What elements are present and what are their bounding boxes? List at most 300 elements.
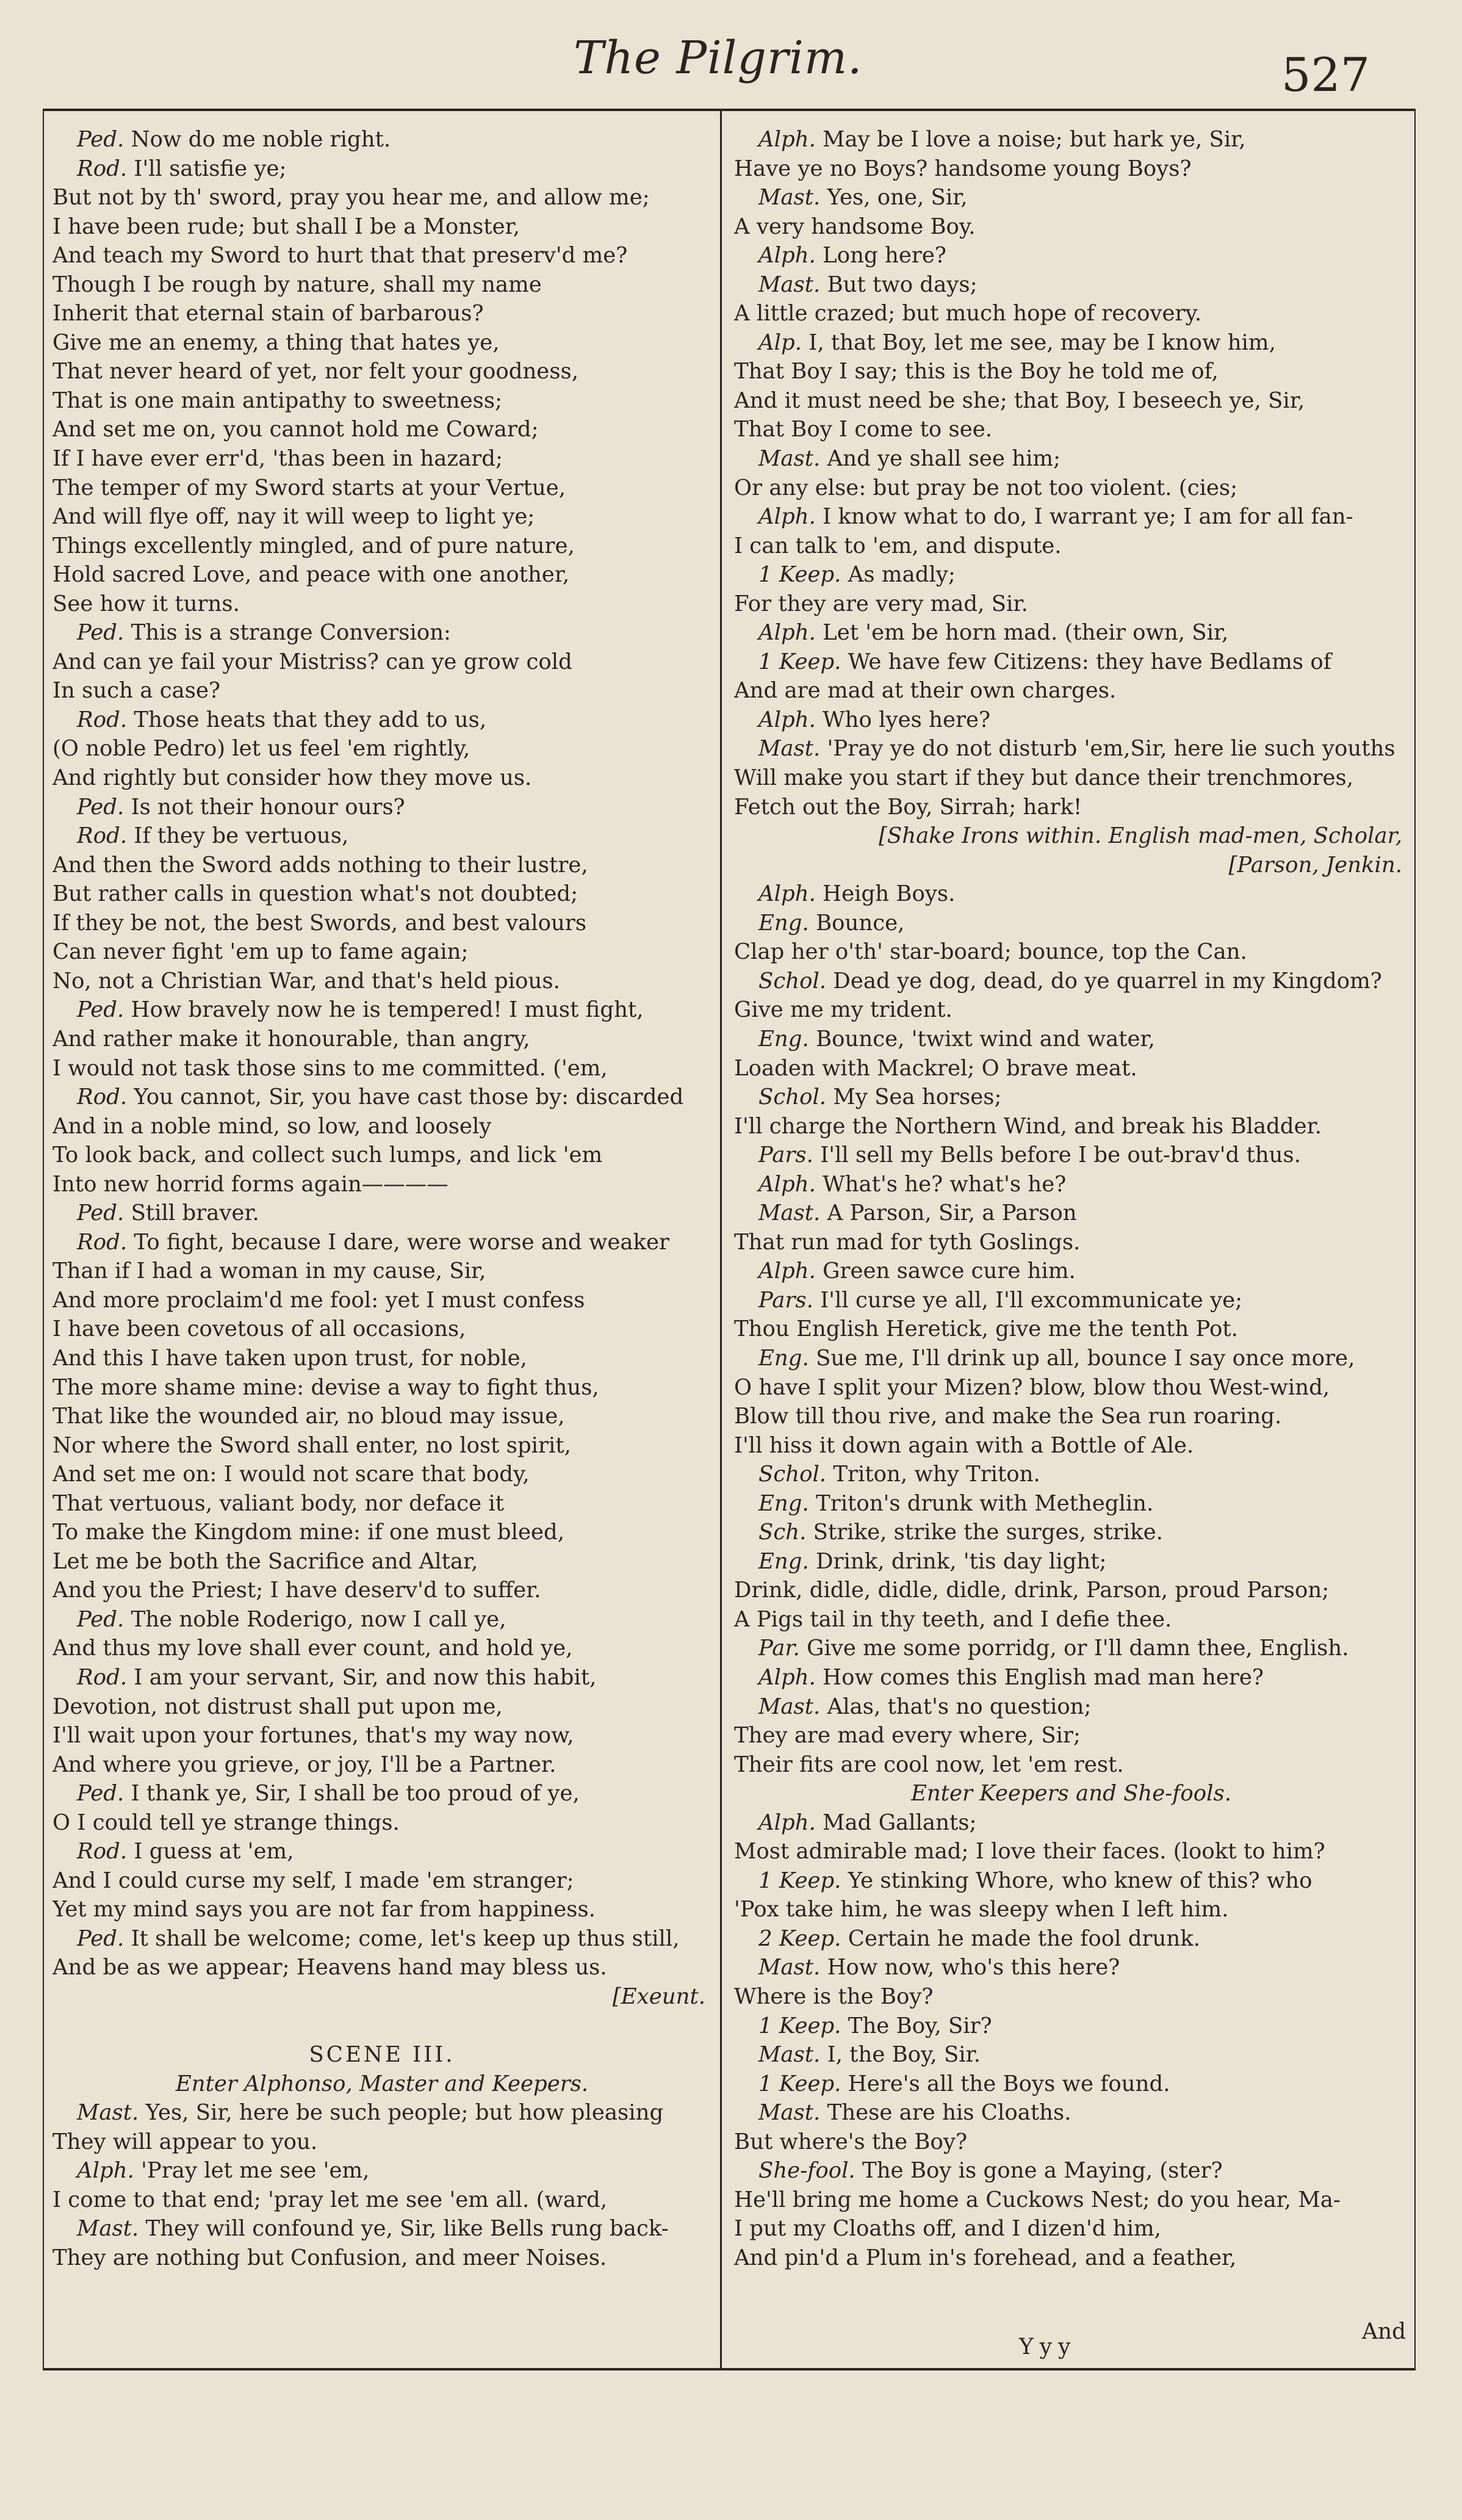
verse-line bbox=[52, 2244, 711, 2273]
line-text: Yes, one, Sir, bbox=[827, 185, 968, 211]
line-text: Enter Alphonso, Master and Keepers. bbox=[175, 2071, 589, 2096]
speaker-name: Mast. bbox=[758, 2100, 821, 2126]
line-text: Let me be both the Sacrifice and Altar, bbox=[52, 1548, 478, 1574]
verse-line bbox=[734, 2156, 1408, 2186]
line-text: I have been covetous of all occasions, bbox=[52, 1316, 466, 1342]
verse-line bbox=[734, 2012, 1408, 2041]
verse-line bbox=[734, 1489, 1408, 1518]
verse-line bbox=[52, 560, 711, 590]
verse-line bbox=[734, 241, 1408, 270]
verse-line bbox=[52, 154, 711, 184]
verse-line bbox=[734, 2098, 1408, 2128]
verse-line bbox=[734, 1054, 1408, 1083]
line-text: To look back, and collect such lumps, and lick 'em bbox=[52, 1143, 603, 1168]
speaker-name: 1 Keep. bbox=[758, 2013, 841, 2038]
verse-line bbox=[52, 648, 711, 677]
line-text: Those heats that they add to us, bbox=[134, 707, 487, 732]
verse-line bbox=[52, 851, 711, 880]
speaker-name: Alph. bbox=[758, 243, 816, 269]
line-text: How bravely now he is tempered! I must fight, bbox=[131, 997, 644, 1023]
speaker-name: Rod. bbox=[77, 1664, 128, 1690]
speaker-name: Rod. bbox=[77, 823, 128, 849]
speaker-name: Schol. bbox=[758, 1462, 827, 1487]
verse-line bbox=[734, 1199, 1408, 1228]
verse-line bbox=[734, 1692, 1408, 1722]
line-text: And then the Sword adds nothing to their lustre, bbox=[52, 852, 588, 878]
verse-line bbox=[52, 1837, 711, 1866]
verse-line bbox=[734, 1895, 1408, 1924]
verse-line bbox=[52, 1518, 711, 1547]
verse-line bbox=[734, 967, 1408, 996]
line-text: I come to that end; 'pray let me see 'em all. (ward, bbox=[52, 2187, 608, 2212]
line-text: That run mad for tyth Goslings. bbox=[734, 1229, 1081, 1255]
speaker-name: Mast. bbox=[758, 2042, 821, 2068]
speaker-name: Alp. bbox=[758, 330, 802, 355]
verse-line bbox=[734, 1518, 1408, 1547]
speaker-name: Mast. bbox=[758, 736, 821, 762]
line-text: It shall be welcome; come, let's keep up thus still, bbox=[131, 1926, 680, 1951]
line-text: SCENE III. bbox=[309, 2042, 455, 2068]
speaker-name: Mast. bbox=[758, 1955, 821, 1980]
verse-line bbox=[52, 415, 711, 444]
speaker-name: Rod. bbox=[77, 1085, 128, 1110]
speaker-name: Alph. bbox=[758, 1810, 816, 1835]
column-divider bbox=[720, 111, 722, 2368]
line-text: We have few Citizens: they have Bedlams of bbox=[848, 649, 1331, 674]
line-text: Inherit that eternal stain of barbarous? bbox=[52, 301, 484, 327]
verse-line bbox=[52, 1866, 711, 1896]
line-text: A Pigs tail in thy teeth, and I defie thee. bbox=[734, 1606, 1172, 1632]
speaker-name: Eng. bbox=[758, 1026, 809, 1052]
bottom-rule bbox=[43, 2368, 1416, 2370]
line-text: If they be not, the best Swords, and best valours bbox=[52, 910, 587, 936]
speaker-name: Alph. bbox=[77, 2158, 134, 2184]
line-text: Than if I had a woman in my cause, Sir, bbox=[52, 1258, 486, 1284]
line-text: Triton's drunk with Metheglin. bbox=[816, 1490, 1154, 1516]
line-text: That Boy I come to see. bbox=[734, 417, 993, 442]
verse-line bbox=[52, 1779, 711, 1808]
line-text: Thou English Heretick, give me the tenth Pot. bbox=[734, 1316, 1238, 1342]
verse-line bbox=[52, 995, 711, 1025]
line-text: And can ye fail your Mistriss? can ye grow cold bbox=[52, 649, 572, 674]
line-text: Have ye no Boys? handsome young Boys? bbox=[734, 156, 1192, 181]
verse-line bbox=[52, 2156, 711, 2186]
line-text: You cannot, Sir, you have cast those by: discarded bbox=[134, 1085, 684, 1110]
line-text: I thank ye, Sir, I shall be too proud of ye, bbox=[131, 1781, 580, 1807]
verse-line bbox=[734, 2244, 1408, 2273]
line-text: That like the wounded air, no bloud may issue, bbox=[52, 1404, 565, 1429]
verse-line bbox=[52, 1547, 711, 1576]
verse-line bbox=[734, 1344, 1408, 1373]
top-rule bbox=[43, 109, 1416, 111]
verse-line bbox=[52, 967, 711, 996]
speaker-name: Schol. bbox=[758, 1085, 827, 1110]
speaker-name: Sch. bbox=[758, 1520, 807, 1545]
line-text: These are his Cloaths. bbox=[827, 2100, 1071, 2126]
line-text: Let 'em be horn mad. (their own, Sir, bbox=[823, 620, 1229, 646]
line-text: I would not task those sins to me committed. ('em, bbox=[52, 1055, 608, 1081]
verse-line bbox=[52, 444, 711, 474]
verse-line bbox=[52, 1663, 711, 1692]
line-text: Nor where the Sword shall enter, no lost spirit, bbox=[52, 1432, 571, 1458]
speaker-name: Ped. bbox=[77, 127, 124, 152]
line-text: The Boy is gone a Maying, (ster? bbox=[862, 2158, 1223, 2184]
verse-line bbox=[52, 2098, 711, 2128]
speaker-name: Ped. bbox=[77, 1781, 124, 1807]
line-text: Mad Gallants; bbox=[823, 1810, 977, 1835]
line-text: Here's all the Boys we found. bbox=[848, 2071, 1170, 2096]
catchword: And bbox=[1362, 2319, 1406, 2344]
verse-line bbox=[734, 1982, 1408, 2012]
verse-line bbox=[734, 676, 1408, 706]
speaker-name: Rod. bbox=[77, 707, 128, 732]
line-text: And pin'd a Plum in's forehead, and a feather, bbox=[734, 2245, 1237, 2270]
line-text: Sue me, I'll drink up all, bounce I say once more, bbox=[816, 1345, 1355, 1371]
verse-line bbox=[734, 270, 1408, 300]
verse-line bbox=[734, 502, 1408, 532]
verse-line bbox=[734, 357, 1408, 386]
line-text: The temper of my Sword starts at your Vertue, bbox=[52, 475, 566, 500]
verse-line bbox=[52, 1750, 711, 1780]
line-text: Enter Keepers and She-fools. bbox=[910, 1781, 1232, 1807]
verse-line bbox=[52, 1170, 711, 1199]
line-text: I have been rude; but shall I be a Monster, bbox=[52, 214, 520, 239]
line-text: The more shame mine: devise a way to fight thus, bbox=[52, 1374, 599, 1400]
line-text: And are mad at their own charges. bbox=[734, 678, 1117, 704]
line-text: I know what to do, I warrant ye; I am for all fan- bbox=[823, 504, 1353, 530]
verse-line bbox=[734, 764, 1408, 793]
line-text: What's he? what's he? bbox=[823, 1171, 1067, 1197]
line-text: I'll wait upon your fortunes, that's my way now, bbox=[52, 1723, 574, 1749]
speaker-name: Ped. bbox=[77, 794, 124, 820]
line-text: Though I be rough by nature, shall my name bbox=[52, 272, 542, 297]
line-text: Heigh Boys. bbox=[823, 881, 956, 907]
verse-line bbox=[734, 386, 1408, 416]
verse-line bbox=[734, 2070, 1408, 2099]
verse-line bbox=[52, 1692, 711, 1722]
line-text: I am your servant, Sir, and now this habit, bbox=[134, 1664, 597, 1690]
line-text: They are nothing but Confusion, and meer Noises. bbox=[52, 2245, 607, 2270]
verse-line bbox=[52, 1431, 711, 1460]
speaker-name: Mast. bbox=[758, 272, 821, 297]
line-text: Into new horrid forms again———— bbox=[52, 1171, 448, 1197]
verse-line bbox=[734, 2040, 1408, 2070]
verse-line bbox=[734, 1576, 1408, 1605]
verse-line bbox=[52, 2128, 711, 2157]
line-text: And rather make it honourable, than angry, bbox=[52, 1026, 530, 1052]
verse-line bbox=[52, 1402, 711, 1431]
verse-line bbox=[52, 241, 711, 270]
verse-line bbox=[52, 1373, 711, 1403]
line-text: Green sawce cure him. bbox=[823, 1258, 1076, 1284]
verse-line bbox=[734, 1866, 1408, 1896]
speaker-name: Mast. bbox=[758, 1694, 821, 1719]
line-text: The Boy, Sir? bbox=[848, 2013, 992, 2038]
line-text: Bounce, bbox=[816, 910, 905, 936]
line-text: Now do me noble right. bbox=[131, 127, 391, 152]
line-text: I'll sell my Bells before I be out-brav'd thus. bbox=[820, 1143, 1302, 1168]
verse-line bbox=[52, 1141, 711, 1170]
speaker-name: Eng. bbox=[758, 910, 809, 936]
verse-line bbox=[52, 1286, 711, 1315]
line-text: Devotion, not distrust shall put upon me, bbox=[52, 1694, 503, 1719]
line-text: Still braver. bbox=[131, 1200, 259, 1226]
line-text: Hold sacred Love, and peace with one another, bbox=[52, 562, 570, 588]
verse-line bbox=[734, 1431, 1408, 1460]
verse-line bbox=[52, 328, 711, 358]
line-text: To fight, because I dare, were worse and weaker bbox=[134, 1229, 669, 1255]
verse-line bbox=[734, 212, 1408, 242]
line-text: They are mad every where, Sir; bbox=[734, 1723, 1081, 1749]
speaker-name: Alph. bbox=[758, 620, 816, 646]
verse-line bbox=[52, 764, 711, 793]
speaker-name: Alph. bbox=[758, 1258, 816, 1284]
line-text: But where's the Boy? bbox=[734, 2129, 967, 2154]
speaker-name: She-fool. bbox=[758, 2158, 855, 2184]
line-text: If I have ever err'd, 'thas been in hazard; bbox=[52, 446, 503, 472]
verse-line bbox=[734, 1083, 1408, 1112]
stage-direction bbox=[734, 851, 1408, 880]
line-text: In such a case? bbox=[52, 678, 221, 704]
verse-line bbox=[734, 1837, 1408, 1866]
verse-line bbox=[52, 357, 711, 386]
line-text: [Parson, Jenkin. bbox=[1228, 852, 1402, 878]
verse-line bbox=[52, 2214, 711, 2244]
blank-line bbox=[52, 2012, 711, 2041]
line-text: They will confound ye, Sir, like Bells rung back- bbox=[145, 2216, 669, 2242]
stage-direction bbox=[734, 821, 1408, 851]
verse-line bbox=[52, 1953, 711, 1982]
line-text: A little crazed; but much hope of recovery. bbox=[734, 301, 1202, 327]
verse-line bbox=[734, 1315, 1408, 1344]
speaker-name: Rod. bbox=[77, 156, 128, 181]
right-text-column bbox=[734, 125, 1408, 2272]
verse-line bbox=[734, 1402, 1408, 1431]
line-text: And be as we appear; Heavens hand may bless us. bbox=[52, 1955, 607, 1980]
verse-line bbox=[734, 1634, 1408, 1663]
speaker-name: Ped. bbox=[77, 620, 124, 646]
line-text: He'll bring me home a Cuckows Nest; do you hear, Ma- bbox=[734, 2187, 1341, 2212]
verse-line bbox=[52, 532, 711, 561]
line-text: If they be vertuous, bbox=[134, 823, 349, 849]
line-text: I guess at 'em, bbox=[134, 1839, 294, 1865]
verse-line bbox=[734, 415, 1408, 444]
verse-line bbox=[734, 1924, 1408, 1954]
line-text: Yes, Sir, here be such people; but how pleasing bbox=[145, 2100, 664, 2126]
line-text: Is not their honour ours? bbox=[131, 794, 405, 820]
verse-line bbox=[734, 995, 1408, 1025]
verse-line bbox=[734, 1257, 1408, 1286]
line-text: That vertuous, valiant body, nor deface it bbox=[52, 1490, 505, 1516]
verse-line bbox=[734, 1286, 1408, 1315]
line-text: Bounce, 'twixt wind and water, bbox=[816, 1026, 1155, 1052]
speaker-name: Rod. bbox=[77, 1839, 128, 1865]
line-text: And where you grieve, or joy, I'll be a Partner. bbox=[52, 1752, 556, 1777]
verse-line bbox=[52, 1808, 711, 1838]
verse-line bbox=[52, 1025, 711, 1054]
left-text-column bbox=[52, 125, 711, 2272]
verse-line bbox=[52, 1315, 711, 1344]
line-text: Drink, drink, 'tis day light; bbox=[816, 1548, 1107, 1574]
verse-line bbox=[52, 1257, 711, 1286]
verse-line bbox=[52, 1460, 711, 1489]
line-text: And set me on: I would not scare that body, bbox=[52, 1462, 530, 1487]
line-text: I'll charge the Northern Wind, and break his Bladder. bbox=[734, 1113, 1322, 1139]
line-text: I'll hiss it down again with a Bottle of Ale. bbox=[734, 1432, 1194, 1458]
line-text: [Shake Irons within. English mad-men, Scholar, bbox=[879, 823, 1402, 849]
verse-line bbox=[734, 879, 1408, 909]
speaker-name: Alph. bbox=[758, 504, 816, 530]
speaker-name: Alph. bbox=[758, 1664, 816, 1690]
line-text: I put my Cloaths off, and I dizen'd him, bbox=[734, 2216, 1161, 2242]
verse-line bbox=[734, 937, 1408, 967]
speaker-name: Eng. bbox=[758, 1490, 809, 1516]
line-text: And teach my Sword to hurt that that preserv'd me? bbox=[52, 243, 628, 269]
stage-direction bbox=[52, 2070, 711, 2099]
verse-line bbox=[734, 1228, 1408, 1257]
verse-line bbox=[52, 1895, 711, 1924]
line-text: To make the Kingdom mine: if one must bleed, bbox=[52, 1520, 564, 1545]
stage-direction bbox=[52, 1982, 711, 2012]
speaker-name: Mast. bbox=[77, 2100, 139, 2126]
line-text: And more proclaim'd me fool: yet I must confess bbox=[52, 1287, 585, 1313]
signature-mark: Yyy bbox=[1019, 2334, 1077, 2359]
line-text: Give me my trident. bbox=[734, 997, 952, 1023]
line-text: Strike, strike the surges, strike. bbox=[813, 1520, 1163, 1545]
verse-line bbox=[52, 1721, 711, 1750]
line-text: Give me an enemy, a thing that hates ye, bbox=[52, 330, 500, 355]
verse-line bbox=[734, 648, 1408, 677]
speaker-name: Ped. bbox=[77, 997, 124, 1023]
line-text: That is one main antipathy to sweetness; bbox=[52, 388, 503, 413]
verse-line bbox=[734, 2128, 1408, 2157]
line-text: Fetch out the Boy, Sirrah; hark! bbox=[734, 794, 1082, 820]
line-text: Ye stinking Whore, who knew of this? who bbox=[848, 1868, 1313, 1893]
line-text: Loaden with Mackrel; O brave meat. bbox=[734, 1055, 1137, 1081]
speaker-name: Alph. bbox=[758, 707, 816, 732]
line-text: And in a noble mind, so low, and loosely bbox=[52, 1113, 492, 1139]
line-text: See how it turns. bbox=[52, 591, 240, 616]
verse-line bbox=[52, 1634, 711, 1663]
verse-line bbox=[734, 154, 1408, 184]
line-text: How comes this English mad man here? bbox=[823, 1664, 1264, 1690]
line-text: A Parson, Sir, a Parson bbox=[827, 1200, 1077, 1226]
verse-line bbox=[734, 474, 1408, 503]
line-text: 'Pray let me see 'em, bbox=[141, 2158, 370, 2184]
line-text: I, that Boy, let me see, may be I know him, bbox=[808, 330, 1276, 355]
line-text: I'll curse ye all, I'll excommunicate ye; bbox=[820, 1287, 1243, 1313]
verse-line bbox=[52, 386, 711, 416]
line-text: And I could curse my self, I made 'em stranger; bbox=[52, 1868, 574, 1893]
line-text: Yet my mind says you are not far from happiness. bbox=[52, 1897, 596, 1922]
verse-line bbox=[52, 212, 711, 242]
line-text: I'll satisfie ye; bbox=[134, 156, 287, 181]
verse-line bbox=[734, 2214, 1408, 2244]
line-text: But not by th' sword, pray you hear me, and allow me; bbox=[52, 185, 650, 211]
line-text: Most admirable mad; I love their faces. (lookt to him? bbox=[734, 1839, 1325, 1865]
verse-line bbox=[52, 1228, 711, 1257]
verse-line bbox=[734, 183, 1408, 212]
verse-line bbox=[734, 1025, 1408, 1054]
verse-line bbox=[734, 793, 1408, 822]
line-text: Alas, that's no question; bbox=[827, 1694, 1092, 1719]
verse-line bbox=[52, 1489, 711, 1518]
line-text: And ye shall see him; bbox=[827, 446, 1061, 472]
scene-heading bbox=[52, 2040, 711, 2070]
verse-line bbox=[734, 532, 1408, 561]
line-text: They will appear to you. bbox=[52, 2129, 318, 2154]
line-text: The noble Roderigo, now I call ye, bbox=[131, 1606, 506, 1632]
line-text: This is a strange Conversion: bbox=[131, 620, 452, 646]
verse-line bbox=[734, 706, 1408, 735]
page-number: 527 bbox=[1281, 48, 1370, 102]
verse-line bbox=[52, 183, 711, 212]
speaker-name: Mast. bbox=[758, 185, 821, 211]
verse-line bbox=[52, 676, 711, 706]
speaker-name: 1 Keep. bbox=[758, 562, 841, 588]
verse-line bbox=[52, 1083, 711, 1112]
verse-line bbox=[52, 502, 711, 532]
line-text: And it must need be she; that Boy, I beseech ye, Sir, bbox=[734, 388, 1305, 413]
speaker-name: Par. bbox=[758, 1636, 800, 1661]
verse-line bbox=[52, 821, 711, 851]
line-text: 'Pox take him, he was sleepy when I left him. bbox=[734, 1897, 1229, 1922]
verse-line bbox=[52, 1054, 711, 1083]
verse-line bbox=[52, 1576, 711, 1605]
verse-line bbox=[734, 1605, 1408, 1634]
verse-line bbox=[734, 590, 1408, 619]
running-title: The Pilgrim. bbox=[574, 32, 863, 84]
speaker-name: Alph. bbox=[758, 881, 816, 907]
line-text: [Exeunt. bbox=[612, 1984, 705, 2009]
verse-line bbox=[52, 793, 711, 822]
verse-line bbox=[734, 299, 1408, 328]
line-text: Things excellently mingled, and of pure nature, bbox=[52, 533, 575, 558]
line-text: As madly; bbox=[848, 562, 956, 588]
speaker-name: 1 Keep. bbox=[758, 649, 841, 674]
verse-line bbox=[52, 270, 711, 300]
verse-line bbox=[734, 328, 1408, 358]
line-text: Certain he made the fool drunk. bbox=[848, 1926, 1201, 1951]
verse-line bbox=[734, 444, 1408, 474]
verse-line bbox=[734, 1663, 1408, 1692]
speaker-name: Alph. bbox=[758, 127, 816, 152]
verse-line bbox=[52, 1344, 711, 1373]
verse-line bbox=[52, 2186, 711, 2215]
verse-line bbox=[734, 1808, 1408, 1838]
verse-line bbox=[52, 299, 711, 328]
line-text: Give me some porridg, or I'll damn thee, English. bbox=[807, 1636, 1349, 1661]
verse-line bbox=[734, 909, 1408, 938]
line-text: Long here? bbox=[823, 243, 946, 269]
verse-line bbox=[734, 560, 1408, 590]
verse-line bbox=[52, 1605, 711, 1634]
verse-line bbox=[52, 125, 711, 154]
verse-line bbox=[734, 1141, 1408, 1170]
line-text: That Boy I say; this is the Boy he told me of, bbox=[734, 359, 1219, 384]
verse-line bbox=[52, 1199, 711, 1228]
line-text: And will flye off, nay it will weep to light ye; bbox=[52, 504, 535, 530]
verse-line bbox=[52, 706, 711, 735]
verse-line bbox=[52, 1112, 711, 1141]
line-text: Or any else: but pray be not too violent. (cies; bbox=[734, 475, 1238, 500]
verse-line bbox=[52, 909, 711, 938]
line-text: Drink, didle, didle, didle, drink, Parson, proud Parson; bbox=[734, 1578, 1330, 1603]
verse-line bbox=[734, 1547, 1408, 1576]
line-text: Blow till thou rive, and make the Sea run roaring. bbox=[734, 1404, 1282, 1429]
line-text: Who lyes here? bbox=[823, 707, 990, 732]
line-text: That never heard of yet, nor felt your goodness, bbox=[52, 359, 579, 384]
